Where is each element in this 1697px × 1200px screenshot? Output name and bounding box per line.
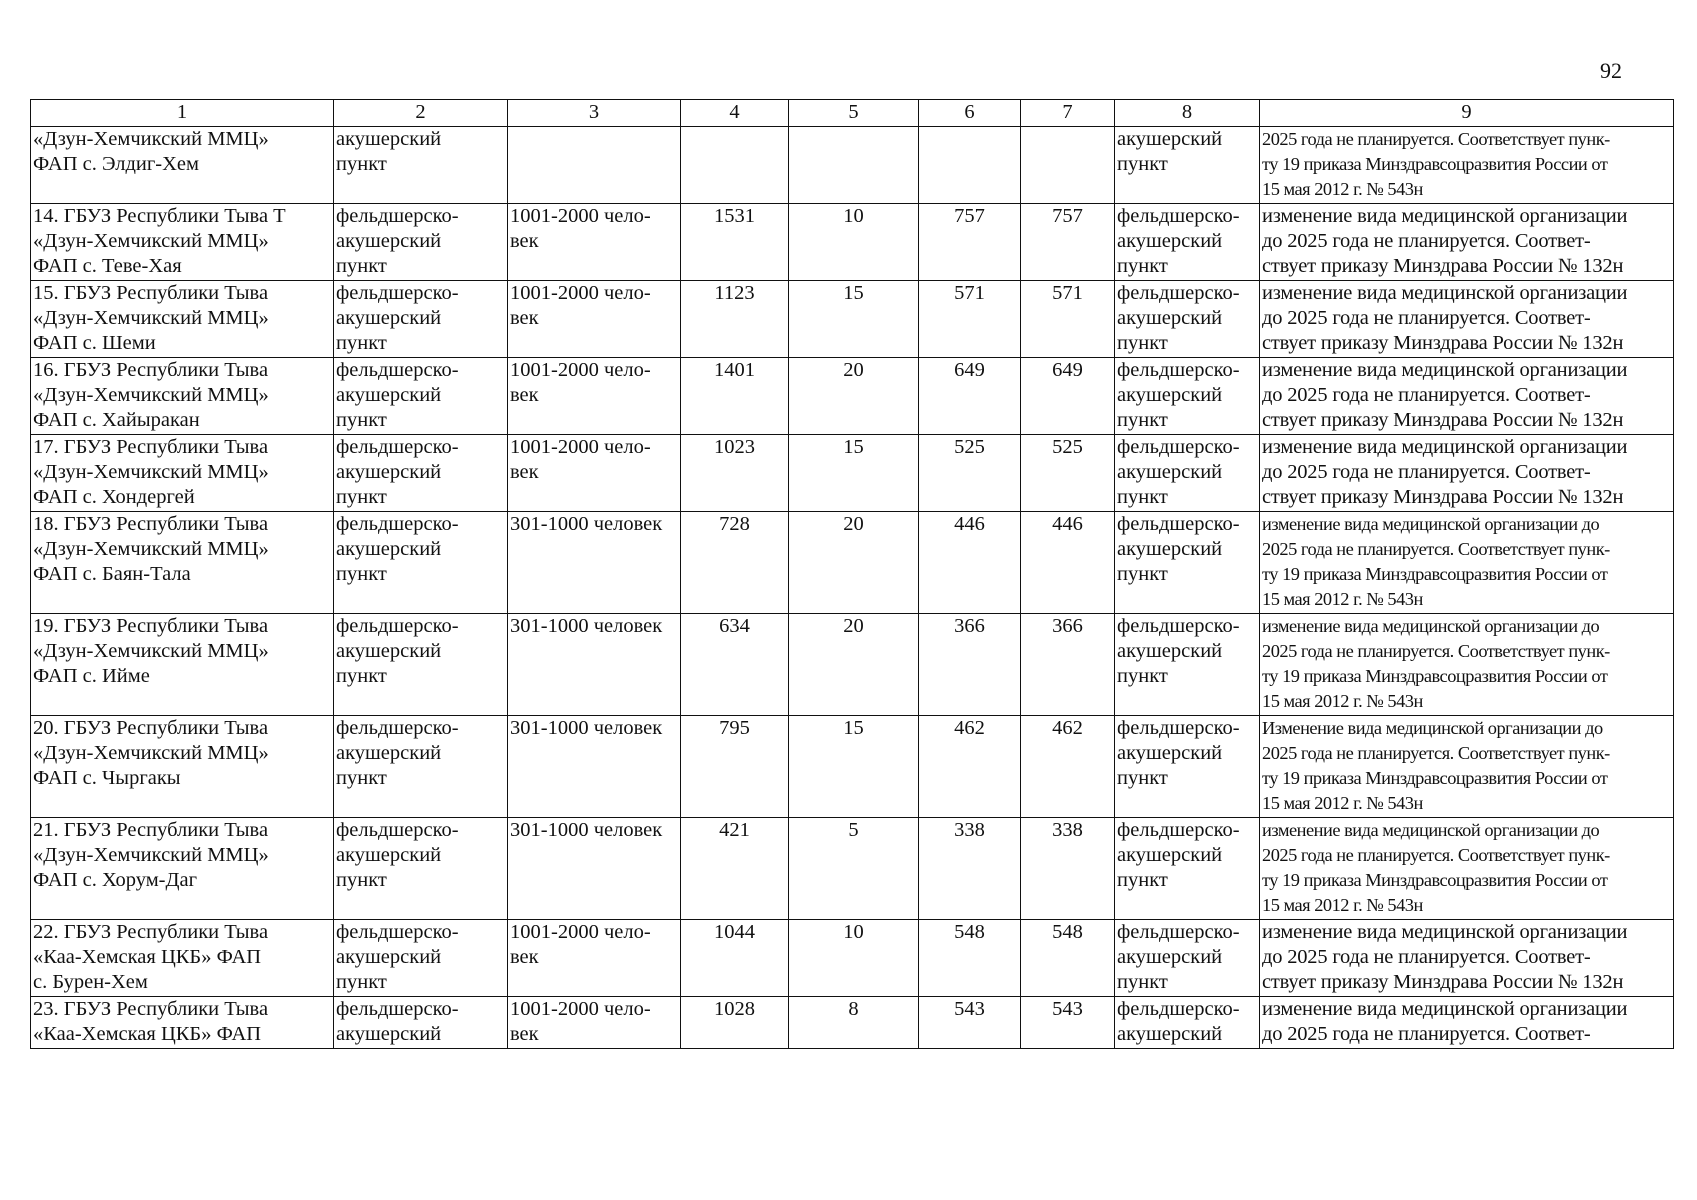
facility-type-cell: акушерский пункт xyxy=(334,127,508,204)
col6-cell: 649 xyxy=(919,358,1021,435)
col6-cell: 446 xyxy=(919,512,1021,614)
facility-name-cell: 20. ГБУЗ Республики Тыва «Дзун-Хемчикский ММЦ» ФАП с. Чыргакы xyxy=(31,716,334,818)
col4-cell: 1401 xyxy=(681,358,789,435)
col5-cell: 10 xyxy=(789,204,919,281)
table-row xyxy=(31,716,1674,818)
col4-cell: 1023 xyxy=(681,435,789,512)
population-range-cell: 301-1000 человек xyxy=(508,512,681,614)
header-row xyxy=(31,100,1674,127)
note-cell: изменение вида медицинской организации до 2025 года не планируется. Соответ- ствует приказу Минздрава России № 132н xyxy=(1260,358,1674,435)
col6-cell: 462 xyxy=(919,716,1021,818)
facility-type-new-cell: акушерский пункт xyxy=(1115,127,1260,204)
table-row xyxy=(31,614,1674,716)
population-range-cell: 301-1000 человек xyxy=(508,818,681,920)
facility-name-cell: 18. ГБУЗ Республики Тыва «Дзун-Хемчикский ММЦ» ФАП с. Баян-Тала xyxy=(31,512,334,614)
col5-cell: 15 xyxy=(789,435,919,512)
header-col-4: 4 xyxy=(681,100,789,127)
note-cell: изменение вида медицинской организации до 2025 года не планируется. Соответствует пунк- ту 19 приказа Минздравсоцразвития России от 15 мая 2012 г. № 543н xyxy=(1260,818,1674,920)
population-range-cell: 301-1000 человек xyxy=(508,614,681,716)
col4-cell: 1028 xyxy=(681,997,789,1049)
note-cell: изменение вида медицинской организации до 2025 года не планируется. Соответствует пунк- ту 19 приказа Минздравсоцразвития России от 15 мая 2012 г. № 543н xyxy=(1260,512,1674,614)
col6-cell: 543 xyxy=(919,997,1021,1049)
population-range-cell xyxy=(508,127,681,204)
col6-cell: 525 xyxy=(919,435,1021,512)
col7-cell: 571 xyxy=(1021,281,1115,358)
facility-type-cell: фельдшерско- акушерский пункт xyxy=(334,281,508,358)
population-range-cell: 1001-2000 чело- век xyxy=(508,281,681,358)
facility-type-new-cell: фельдшерско- акушерский пункт xyxy=(1115,920,1260,997)
header-col-7: 7 xyxy=(1021,100,1115,127)
col4-cell: 728 xyxy=(681,512,789,614)
facility-type-cell: фельдшерско- акушерский пункт xyxy=(334,716,508,818)
note-cell: изменение вида медицинской организации до 2025 года не планируется. Соответ- ствует приказу Минздрава России № 132н xyxy=(1260,920,1674,997)
medical-facilities-table xyxy=(30,99,1674,1049)
col5-cell: 15 xyxy=(789,716,919,818)
facility-type-cell: фельдшерско- акушерский пункт xyxy=(334,435,508,512)
facility-name-cell: 19. ГБУЗ Республики Тыва «Дзун-Хемчикский ММЦ» ФАП с. Ийме xyxy=(31,614,334,716)
col5-cell: 20 xyxy=(789,358,919,435)
facility-type-new-cell: фельдшерско- акушерский пункт xyxy=(1115,818,1260,920)
table-row xyxy=(31,818,1674,920)
col6-cell: 571 xyxy=(919,281,1021,358)
facility-type-new-cell: фельдшерско- акушерский пункт xyxy=(1115,358,1260,435)
facility-name-cell: 22. ГБУЗ Республики Тыва «Каа-Хемская ЦКБ» ФАП с. Бурен-Хем xyxy=(31,920,334,997)
table-row xyxy=(31,358,1674,435)
facility-name-cell: 17. ГБУЗ Республики Тыва «Дзун-Хемчикский ММЦ» ФАП с. Хондергей xyxy=(31,435,334,512)
table-row xyxy=(31,204,1674,281)
header-col-5: 5 xyxy=(789,100,919,127)
col4-cell xyxy=(681,127,789,204)
col7-cell: 462 xyxy=(1021,716,1115,818)
population-range-cell: 1001-2000 чело- век xyxy=(508,204,681,281)
facility-type-new-cell: фельдшерско- акушерский пункт xyxy=(1115,204,1260,281)
facility-name-cell: 23. ГБУЗ Республики Тыва «Каа-Хемская ЦКБ» ФАП xyxy=(31,997,334,1049)
table-row xyxy=(31,997,1674,1049)
facility-type-new-cell: фельдшерско- акушерский пункт xyxy=(1115,512,1260,614)
col7-cell: 649 xyxy=(1021,358,1115,435)
note-cell: изменение вида медицинской организации до 2025 года не планируется. Соответствует пунк- ту 19 приказа Минздравсоцразвития России от 15 мая 2012 г. № 543н xyxy=(1260,614,1674,716)
facility-name-cell: 16. ГБУЗ Республики Тыва «Дзун-Хемчикский ММЦ» ФАП с. Хайыракан xyxy=(31,358,334,435)
col7-cell: 548 xyxy=(1021,920,1115,997)
col5-cell: 10 xyxy=(789,920,919,997)
note-cell: изменение вида медицинской организации до 2025 года не планируется. Соответ- xyxy=(1260,997,1674,1049)
col5-cell: 20 xyxy=(789,614,919,716)
table-row xyxy=(31,281,1674,358)
col7-cell: 446 xyxy=(1021,512,1115,614)
facility-type-new-cell: фельдшерско- акушерский пункт xyxy=(1115,614,1260,716)
col7-cell: 543 xyxy=(1021,997,1115,1049)
table-row xyxy=(31,435,1674,512)
header-col-3: 3 xyxy=(508,100,681,127)
population-range-cell: 301-1000 человек xyxy=(508,716,681,818)
col4-cell: 421 xyxy=(681,818,789,920)
facility-type-cell: фельдшерско- акушерский пункт xyxy=(334,818,508,920)
table-row xyxy=(31,127,1674,204)
population-range-cell: 1001-2000 чело- век xyxy=(508,358,681,435)
table-row xyxy=(31,512,1674,614)
col5-cell: 15 xyxy=(789,281,919,358)
col7-cell: 338 xyxy=(1021,818,1115,920)
facility-type-new-cell: фельдшерско- акушерский пункт xyxy=(1115,435,1260,512)
population-range-cell: 1001-2000 чело- век xyxy=(508,997,681,1049)
col7-cell xyxy=(1021,127,1115,204)
col5-cell: 5 xyxy=(789,818,919,920)
note-cell: 2025 года не планируется. Соответствует пунк- ту 19 приказа Минздравсоцразвития России от 15 мая 2012 г. № 543н xyxy=(1260,127,1674,204)
facility-type-cell: фельдшерско- акушерский пункт xyxy=(334,204,508,281)
facility-type-new-cell: фельдшерско- акушерский xyxy=(1115,997,1260,1049)
col7-cell: 525 xyxy=(1021,435,1115,512)
table-row xyxy=(31,920,1674,997)
population-range-cell: 1001-2000 чело- век xyxy=(508,920,681,997)
col7-cell: 366 xyxy=(1021,614,1115,716)
col7-cell: 757 xyxy=(1021,204,1115,281)
facility-type-new-cell: фельдшерско- акушерский пункт xyxy=(1115,716,1260,818)
page-number: 92 xyxy=(1600,58,1622,83)
col4-cell: 1123 xyxy=(681,281,789,358)
col4-cell: 795 xyxy=(681,716,789,818)
col6-cell: 338 xyxy=(919,818,1021,920)
facility-name-cell: «Дзун-Хемчикский ММЦ» ФАП с. Элдиг-Хем xyxy=(31,127,334,204)
facility-type-new-cell: фельдшерско- акушерский пункт xyxy=(1115,281,1260,358)
col6-cell: 757 xyxy=(919,204,1021,281)
col6-cell: 366 xyxy=(919,614,1021,716)
facility-type-cell: фельдшерско- акушерский пункт xyxy=(334,920,508,997)
header-col-6: 6 xyxy=(919,100,1021,127)
facility-name-cell: 21. ГБУЗ Республики Тыва «Дзун-Хемчикский ММЦ» ФАП с. Хорум-Даг xyxy=(31,818,334,920)
header-col-9: 9 xyxy=(1260,100,1674,127)
note-cell: изменение вида медицинской организации до 2025 года не планируется. Соответ- ствует приказу Минздрава России № 132н xyxy=(1260,281,1674,358)
col6-cell xyxy=(919,127,1021,204)
header-col-2: 2 xyxy=(334,100,508,127)
facility-type-cell: фельдшерско- акушерский пункт xyxy=(334,358,508,435)
facility-type-cell: фельдшерско- акушерский пункт xyxy=(334,614,508,716)
facility-type-cell: фельдшерско- акушерский пункт xyxy=(334,512,508,614)
facility-type-cell: фельдшерско- акушерский xyxy=(334,997,508,1049)
col5-cell: 20 xyxy=(789,512,919,614)
col4-cell: 1531 xyxy=(681,204,789,281)
facility-name-cell: 15. ГБУЗ Республики Тыва «Дзун-Хемчикский ММЦ» ФАП с. Шеми xyxy=(31,281,334,358)
note-cell: Изменение вида медицинской организации до 2025 года не планируется. Соответствует пунк- ту 19 приказа Минздравсоцразвития России от 15 мая 2012 г. № 543н xyxy=(1260,716,1674,818)
col5-cell: 8 xyxy=(789,997,919,1049)
col5-cell xyxy=(789,127,919,204)
note-cell: изменение вида медицинской организации до 2025 года не планируется. Соответ- ствует приказу Минздрава России № 132н xyxy=(1260,435,1674,512)
facility-name-cell: 14. ГБУЗ Республики Тыва Т «Дзун-Хемчикский ММЦ» ФАП с. Теве-Хая xyxy=(31,204,334,281)
col4-cell: 634 xyxy=(681,614,789,716)
header-col-8: 8 xyxy=(1115,100,1260,127)
note-cell: изменение вида медицинской организации до 2025 года не планируется. Соответ- ствует приказу Минздрава России № 132н xyxy=(1260,204,1674,281)
col4-cell: 1044 xyxy=(681,920,789,997)
header-col-1: 1 xyxy=(31,100,334,127)
population-range-cell: 1001-2000 чело- век xyxy=(508,435,681,512)
col6-cell: 548 xyxy=(919,920,1021,997)
